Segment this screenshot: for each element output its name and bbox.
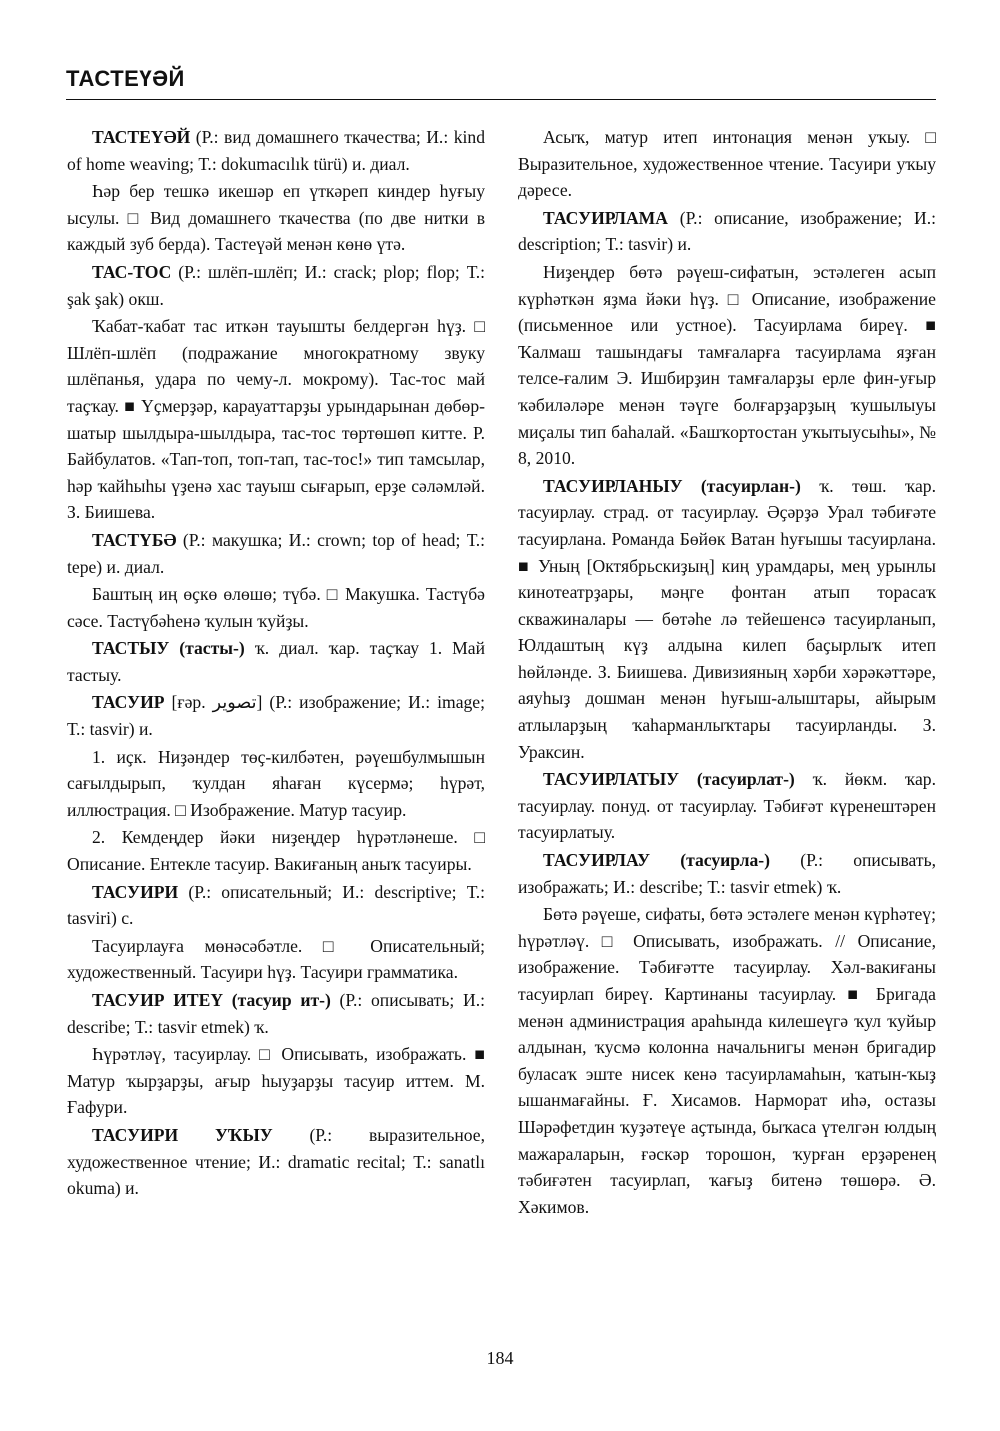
entry-paragraph [518, 259, 936, 472]
entry-paragraph [67, 1041, 485, 1121]
headword: ТАСТЕҮӘЙ [92, 127, 191, 147]
header-rule [66, 99, 936, 100]
entry-text: (Р.: описывать, изображать; И.: describe; Т.: tasvir etmek) ҡ. [518, 850, 937, 897]
right-column [518, 124, 936, 1221]
running-head: ТАСТЕҮӘЙ [66, 66, 185, 91]
entry-text: Һәр бер тешкә икешәр еп үткәреп киндер һуғыу ысулы. □ Вид домашнего ткачества (по две нитки в каждый зуб берда). Тастеүәй менән көнө үтә. [67, 181, 485, 255]
entry-text: (Р.: вид домашнего ткачества; И.: kind of home weaving; Т.: dokumacılık türü) и. диал. [67, 127, 485, 174]
headword: ТАСУИРЛАТЫУ (тасуирлат-) [543, 769, 795, 790]
entry-paragraph [67, 824, 485, 877]
entry-paragraph [518, 847, 936, 900]
headword: ТАСУИР ИТЕҮ (тасуир ит-) [92, 990, 331, 1010]
entry-paragraph [518, 124, 936, 204]
entry-text: Ниҙеңдер бөтә рәүеш-сифатын, эстәлеген асып күрһәткән яҙма йәки һүҙ. □ Описание, изображение (письменное или устное). Тасуирлама биреү. ■ Ҡалмаш ташындағы тамғаларға тасуирлама яҙған телсе-ғалим Э. Ишбирҙин тамғаларҙы ерле фин-уғыр ҡәбиләләре менән тәүге болғарҙарҙың ҡушылыуы миҫалы тип баһалай. «Башҡортостан уҡытыусыһы», № 8, 2010. [518, 261, 936, 469]
entry-paragraph [67, 635, 485, 688]
entry-paragraph [67, 124, 485, 177]
entry-text: [ғәр. تصوير] (Р.: изображение; И.: image; Т.: tasvir) и. [67, 692, 485, 740]
headword: ТАСУИРЛАНЫУ (тасуирлан-) [543, 475, 801, 496]
entry-paragraph [518, 766, 936, 846]
entry-paragraph [67, 259, 485, 312]
entry-text: Һүрәтләү, тасуирлау. □ Описывать, изображать. ■ Матур ҡырҙарҙы, ағыр һыуҙарҙы тасуир иттем. М. Ғафури. [67, 1044, 485, 1118]
entry-text: ҡ. диал. ҡар. таҫҡау 1. Май тастыу. [67, 638, 486, 685]
entry-text: Бөтә рәүеше, сифаты, бөтә эстәлеге менән күрһәтеү; һүрәтләү. □ Описывать, изображать. // Описание, изображение. Тәбиғәтте тасуирлау. Хәл-вакиғаны тасуирлап биреү. Картинаны тасуирлау. ■ Бригада менән администрация араһында килешеүгә ҡул ҡуйыр алдынан, ҡусмә колонна начальнигы менән бригадир буласаҡ эште нисек кенә тасуирламаһын, ҡатын-ҡыҙ ышанмағайны. Ғ. Хисамов. Нарморат иһә, остазы Шәрәфетдин ҡуҙәтеүе аҫтында, быҡаса үтелгән юлдың мажараларын, ғәскәр торошон, ҡурған ерҙәренең тәбиғәтен тасуирлап, ҡағыҙ битенә төшөрә. Ә. Хәкимов. [518, 904, 936, 1217]
headword: ТАСУИР [92, 692, 165, 713]
entry-paragraph [67, 689, 485, 742]
headword: ТАСТҮБӘ [92, 529, 177, 550]
entry-paragraph [67, 581, 485, 634]
entry-paragraph [67, 987, 485, 1040]
entry-paragraph [518, 205, 936, 258]
entry-text: (Р.: описание, изображение; И.: description; Т.: tasvir) и. [518, 207, 936, 255]
entry-text: (Р.: макушка; И.: crown; top of head; Т.: tepe) и. диал. [67, 529, 485, 577]
entry-paragraph [67, 527, 485, 580]
entry-text: 1. иҫк. Ниҙәндер төҫ-килбәтен, рәүешбулмышын сағылдырып, ҡулдан яһаған күсермә; һүрәт, иллюстрация. □ Изображение. Матур тасуир. [67, 746, 485, 820]
headword: ТАСУИРЛАУ (тасуирла-) [543, 850, 771, 871]
entry-text: (Р.: шлёп-шлёп; И.: crack; plop; flop; Т.: şak şak) окш. [67, 261, 485, 309]
page-number: 184 [486, 1348, 514, 1368]
headword: ТАСУИРИ УҠЫУ [92, 1124, 273, 1145]
entry-paragraph [67, 178, 485, 258]
entry-text: Тасуирлауға мөнәсәбәтле. □ Описательный; художественный. Тасуири һүҙ. Тасуири грамматика. [67, 935, 485, 983]
entry-paragraph [67, 879, 485, 932]
entry-paragraph [518, 901, 936, 1220]
entry-text: Ҡабат-ҡабат тас иткән тауышты белдергән һүҙ. □ Шлёп-шлёп (подражание многократному звуку шлёпанья, удара по чему-л. мокрому). Тас-тос май таҫҡау. ■ Үҫмерҙәр, карауаттарҙы урындарынан дөбөр-шатыр шылдыра-шылдыра, тас-тос төртөшөп китте. Р. Байбулатов. «Тап-топ, топ-тап, тас-тос!» тип тамсылар, һәр ҡайһыһы үҙенә хас тауыш сығарып, ерҙе сәләмләй. З. Биишева. [67, 316, 485, 523]
entry-text: (Р.: описательный; И.: descriptive; Т.: tasviri) с. [67, 881, 485, 929]
entry-text: (Р.: описывать; И.: describe; Т.: tasvir etmek) ҡ. [67, 990, 485, 1037]
entry-paragraph [518, 473, 936, 766]
entry-paragraph [67, 313, 485, 526]
entry-text: 2. Кемдеңдер йәки ниҙеңдер һүрәтләнеше. □ Описание. Ентекле тасуир. Вакиғаның аныҡ тасуиры. [67, 827, 485, 875]
headword: ТАСУИРЛАМА [543, 207, 668, 228]
entry-paragraph [67, 744, 485, 824]
entry-text: ҡ. йөкм. ҡар. тасуирлау. понуд. от тасуирлау. Тәбиғәт күренештәрен тасуирлатыу. [518, 769, 936, 843]
headword: ТАСУИРИ [92, 881, 179, 902]
entry-text: Баштың иң өҫкө өлөшө; түбә. □ Макушка. Тастүбә сәсе. Тастүбәһенә ҡулын ҡуйҙы. [67, 584, 485, 631]
entry-text: (Р.: выразительное, художественное чтение; И.: dramatic recital; Т.: sanatlı okuma) и. [67, 1124, 485, 1199]
entry-text: Асыҡ, матур итеп интонация менән уҡыу. □ Выразительное, художественное чтение. Тасуири уҡыу дәресе. [518, 127, 936, 201]
headword: ТАСТЫУ (тасты-) [92, 638, 245, 659]
left-column [67, 124, 485, 1203]
entry-paragraph [67, 933, 485, 986]
entry-paragraph [67, 1122, 485, 1202]
headword: ТАС-ТОС [92, 261, 172, 282]
entry-text: ҡ. төш. ҡар. тасуирлау. страд. от тасуирлау. Әҫәрҙә Урал тәбиғәте тасуирлана. Романда Бөйөк Ватан һуғышы тасуирлана. ■ Уның [Октябрьскиҙың] киң урамдары, мең урынлы кинотеатрҙары, мәңге фонтан атып торасаҡ скважиналары — бөтәһе лә тейешенсә тасуирланып, Юлдаштың күҙ алдына килеп баҫырлыҡ итеп һөйләнде. З. Биишева. Дивизияның хәрби хәрәкәттәре, аяуһыҙ дошман менән һуғыш-алыштары, айырым атлыларҙың ҡаһарманлыҡтары тасуирланды. З. Ураксин. [518, 475, 936, 762]
